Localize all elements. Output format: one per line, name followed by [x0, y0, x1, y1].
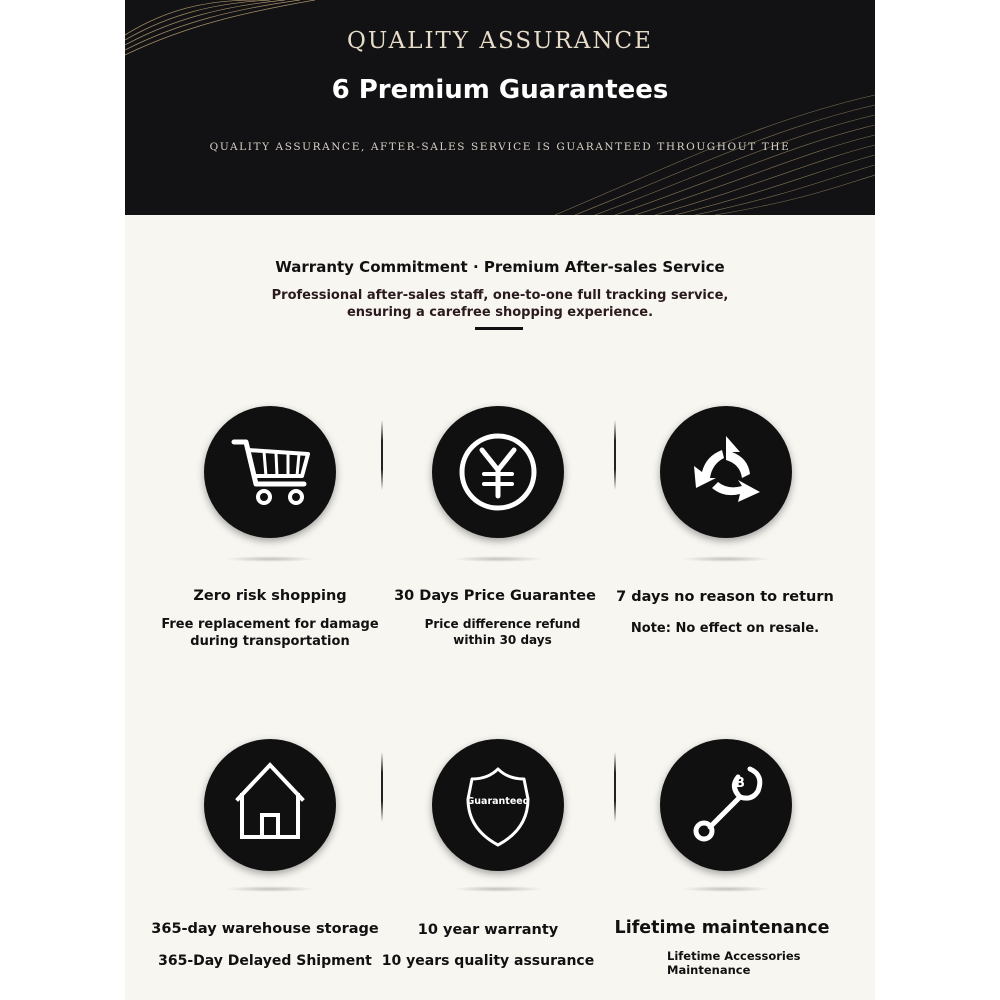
page — [125, 0, 875, 1000]
feature-description: Free replacement for damage during transportation — [161, 617, 379, 649]
shield-label: Guaranteed — [466, 796, 530, 807]
icon-shadow — [225, 886, 315, 892]
banner-eyebrow: QUALITY ASSURANCE — [347, 28, 653, 54]
feature-description: Price difference refund within 30 days — [424, 617, 581, 647]
yen-coin-icon — [432, 406, 564, 538]
intro-heading: Warranty Commitment · Premium After-sales Service — [275, 258, 725, 276]
intro-underline — [475, 327, 523, 330]
feature-description: Note: No effect on resale. — [630, 621, 820, 636]
feature-description: 365-Day Delayed Shipment — [158, 953, 372, 969]
shopping-cart-icon — [204, 406, 336, 538]
feature-description: Lifetime Accessories Maintenance — [667, 949, 801, 977]
feature-description: 10 years quality assurance — [381, 953, 595, 969]
banner-subtitle: QUALITY ASSURANCE, AFTER-SALES SERVICE IS GUARANTEED THROUGHOUT THE — [209, 141, 791, 153]
feature-title: Zero risk shopping — [193, 588, 347, 604]
intro-text: Professional after-sales staff, one-to-one full tracking service, ensuring a carefree shopping experience. — [271, 288, 729, 320]
feature-title: Lifetime maintenance — [614, 918, 830, 938]
column-divider — [614, 420, 616, 490]
column-divider — [614, 752, 616, 822]
feature-title: 365-day warehouse storage — [151, 921, 379, 937]
feature-title: 7 days no reason to return — [616, 589, 834, 605]
feature-title: 30 Days Price Guarantee — [394, 588, 596, 604]
column-divider — [381, 420, 383, 490]
shield-icon — [432, 739, 564, 871]
house-icon — [204, 739, 336, 871]
icon-shadow — [225, 556, 315, 562]
banner-title: 6 Premium Guarantees — [331, 75, 669, 105]
icon-shadow — [453, 556, 543, 562]
recycle-arrows-icon — [660, 406, 792, 538]
icon-shadow — [681, 556, 771, 562]
icon-shadow — [681, 886, 771, 892]
feature-title: 10 year warranty — [417, 922, 559, 938]
header-banner — [125, 0, 875, 215]
icon-shadow — [453, 886, 543, 892]
wrench-icon — [660, 739, 792, 871]
column-divider — [381, 752, 383, 822]
wrench-label: B — [735, 776, 745, 791]
